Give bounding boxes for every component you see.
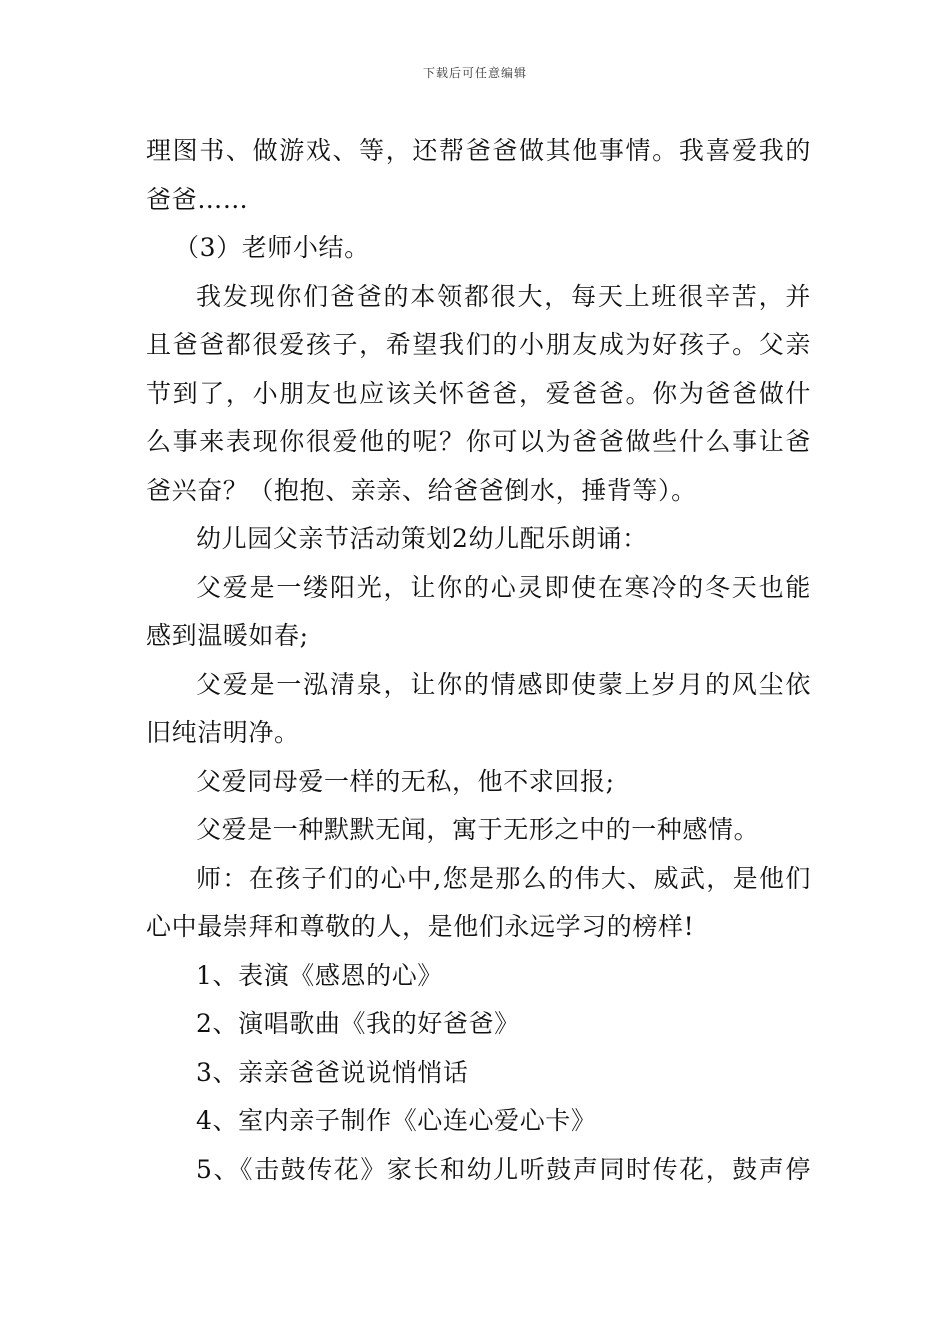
list-item: 2、演唱歌曲《我的好爸爸》 [196, 1009, 520, 1038]
list-item: 1、表演《感恩的心》 [196, 960, 443, 990]
section-heading: 幼儿园父亲节活动策划2幼儿配乐朗诵： [196, 524, 648, 553]
poem-line: 父爱是一缕阳光，让你的心灵即使在寒冷的冬天也能 [196, 572, 811, 602]
paragraph-line: 且爸爸都很爱孩子，希望我们的小朋友成为好孩子。父亲 [146, 330, 811, 359]
page-header-note: 下载后可任意编辑 [422, 66, 527, 80]
list-item: 5、《击鼓传花》家长和幼儿听鼓声同时传花，鼓声停 [196, 1154, 811, 1184]
list-item: 4、室内亲子制作《心连心爱心卡》 [196, 1106, 597, 1135]
section-heading: （3）老师小结。 [174, 233, 370, 262]
list-item: 3、亲亲爸爸说说悄悄话 [196, 1057, 469, 1087]
paragraph-line: 爸爸…… [146, 184, 249, 214]
poem-line: 父爱是一种默默无闻，寓于无形之中的一种感情。 [196, 815, 760, 844]
poem-line: 感到温暖如春; [146, 621, 309, 650]
paragraph-line: 师：在孩子们的心中,您是那么的伟大、威武，是他们 [196, 863, 811, 893]
paragraph-line: 心中最崇拜和尊敬的人，是他们永远学习的榜样! [146, 912, 695, 941]
paragraph-line: 么事来表现你很爱他的呢？你可以为爸爸做些什么事让爸 [146, 427, 811, 456]
poem-line: 父爱是一泓清泉，让你的情感即使蒙上岁月的风尘依 [196, 669, 811, 699]
poem-line: 旧纯洁明净。 [146, 718, 300, 747]
paragraph-line: 节到了，小朋友也应该关怀爸爸，爱爸爸。你为爸爸做什 [146, 378, 811, 408]
paragraph-line: 我发现你们爸爸的本领都很大，每天上班很辛苦，并 [196, 281, 811, 311]
poem-line: 父爱同母爱一样的无私，他不求回报; [196, 766, 615, 796]
paragraph-line: 理图书、做游戏、等，还帮爸爸做其他事情。我喜爱我的 [146, 136, 811, 165]
document-body [146, 127, 811, 1194]
paragraph-line: 爸兴奋？（抱抱、亲亲、给爸爸倒水，捶背等）。 [146, 475, 697, 505]
